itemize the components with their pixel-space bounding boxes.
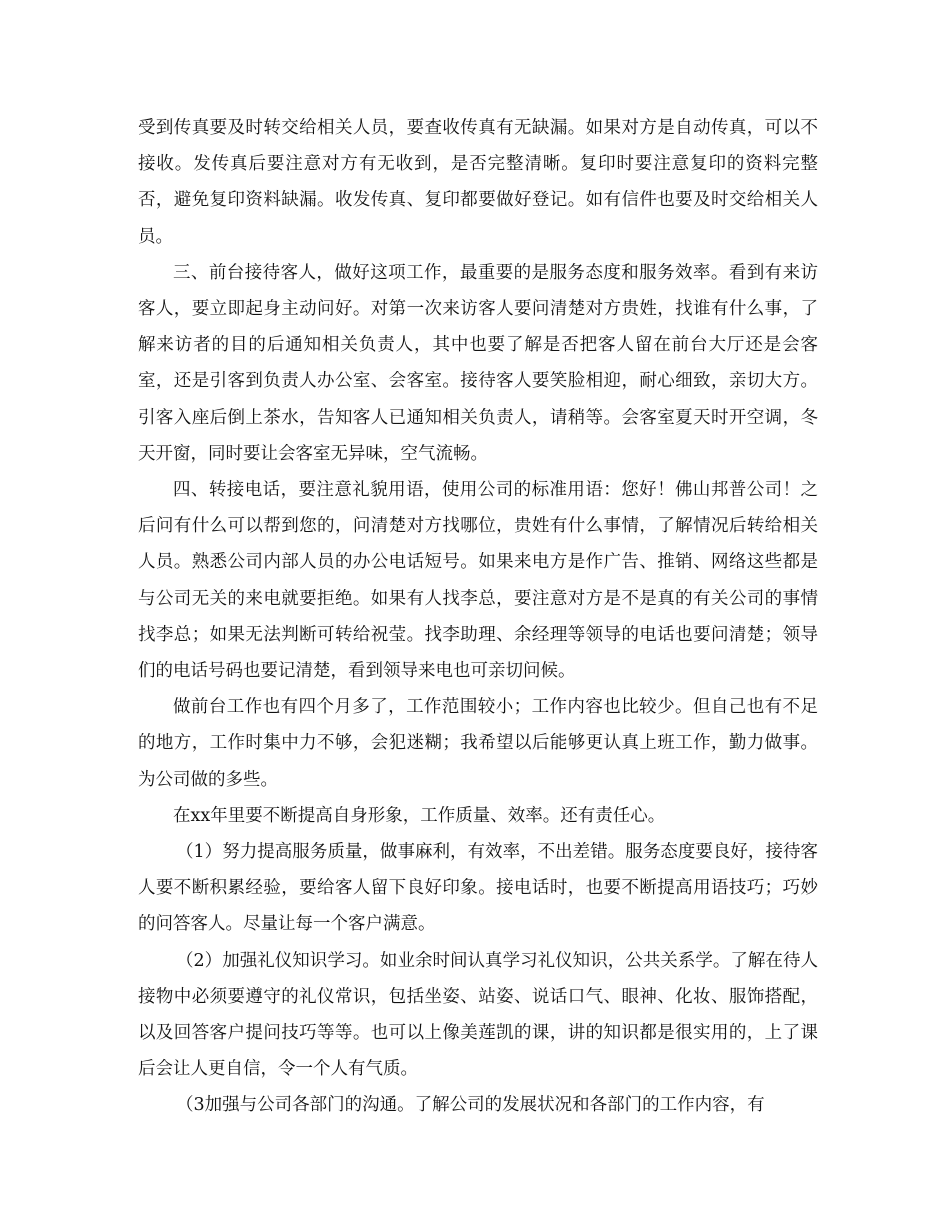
paragraph-goal-3: （3加强与公司各部门的沟通。了解公司的发展状况和各部门的工作内容，有	[176, 1095, 765, 1116]
document-body	[138, 110, 818, 1124]
paragraph-reception-guests: 三、前台接待客人，做好这项工作，最重要的是服务态度和服务效率。看到有来访客人，要立即起身主动问好。对第一次来访客人要问清楚对方贵姓，找谁有什么事，了解来访者的目的后通知相关负责人，其中也要了解是否把客人留在前台大厅还是会客室，还是引客到负责人办公室、会客室。接待客人要笑脸相迎，耐心细致，亲切大方。引客入座后倒上茶水，告知客人已通知相关负责人，请稍等。会客室夏天时开空调，冬天开窗，同时要让会客室无异味，空气流畅。	[138, 262, 818, 464]
paragraph-self-review: 做前台工作也有四个月多了，工作范围较小；工作内容也比较少。但自己也有不足的地方，工作时集中力不够，会犯迷糊；我希望以后能够更认真上班工作，勤力做事。为公司做的多些。	[138, 697, 818, 790]
paragraph-fax-copy: 受到传真要及时转交给相关人员，要查收传真有无缺漏。如果对方是自动传真，可以不接收。发传真后要注意对方有无收到，是否完整清晰。复印时要注意复印的资料完整否，避免复印资料缺漏。收发传真、复印都要做好登记。如有信件也要及时交给相关人员。	[138, 118, 818, 247]
paragraph-goal-1: （1）努力提高服务质量，做事麻利，有效率，不出差错。服务态度要良好，接待客人要不断积累经验，要给客人留下良好印象。接电话时，也要不断提高用语技巧；巧妙的问答客人。尽量让每一个客户满意。	[138, 842, 818, 935]
paragraph-phone-transfer: 四、转接电话，要注意礼貌用语，使用公司的标准用语：您好！佛山邦普公司！之后问有什么可以帮到您的，问清楚对方找哪位，贵姓有什么事情，了解情况后转给相关人员。熟悉公司内部人员的办公电话短号。如果来电方是作广告、推销、网络这些都是与公司无关的来电就要拒绝。如果有人找李总，要注意对方是不是真的有关公司的事情找李总；如果无法判断可转给祝莹。找李助理、余经理等领导的电话也要问清楚；领导们的电话号码也要记清楚，看到领导来电也可亲切问候。	[138, 480, 818, 682]
paragraph-goal-2: （2）加强礼仪知识学习。如业余时间认真学习礼仪知识，公共关系学。了解在待人接物中必须要遵守的礼仪常识，包括坐姿、站姿、说话口气、眼神、化妆、服饰搭配，以及回答客户提问技巧等等。也可以上像美莲凯的课，讲的知识都是很实用的，上了课后会让人更自信，令一个人有气质。	[138, 950, 818, 1080]
paragraph-yearly-goal: 在xx年里要不断提高自身形象，工作质量、效率。还有责任心。	[173, 805, 666, 826]
